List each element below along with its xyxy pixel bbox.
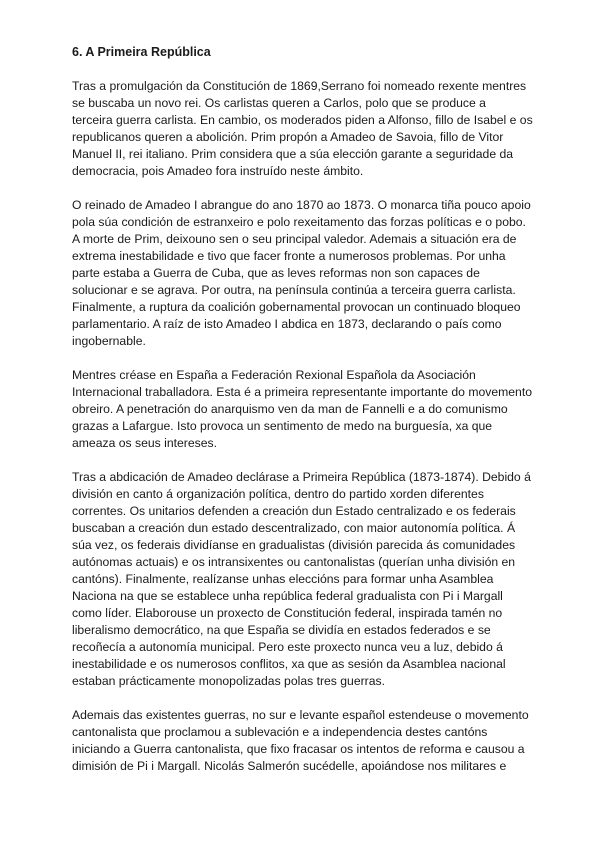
text-line: Tras a abdicación de Amadeo declárase a Primeira República (1873-1874). Debido á <box>72 470 531 484</box>
text-line: Ademais das existentes guerras, no sur e levante español estendeuse o movemento <box>72 708 529 722</box>
paragraph-workers-federation <box>72 367 532 452</box>
text-line: Finalmente, a ruptura da coalición gobernamental provocan un continuado bloqueo <box>72 300 521 314</box>
text-line: buscaban a creación dun estado descentralizado, con maior autonomía política. Á <box>72 521 516 535</box>
text-line: estaban prácticamente monopolizadas polas tres guerras. <box>72 674 385 688</box>
text-line: grazas a Lafargue. Isto provoca un sentimento de medo na burguesía, xa que <box>72 419 493 433</box>
text-line: terceira guerra carlista. En cambio, os moderados piden a Alfonso, fillo de Isabel e os <box>72 113 533 127</box>
paragraph-amadeo-reign <box>72 197 532 350</box>
text-line: parlamentario. A raíz de isto Amadeo I abdica en 1873, declarando o país como <box>72 317 502 331</box>
text-line: Internacional traballadora. Esta é a primeira representante importante do movemento <box>72 385 532 399</box>
paragraph-first-republic <box>72 469 532 690</box>
text-line: autónomas actuais) e os intransixentes ou cantonalistas (querían unha división en <box>72 555 516 569</box>
text-line: A morte de Prim, deixouno sen o seu principal valedor. Ademais a situación era de <box>72 232 517 246</box>
section-heading: 6. A Primeira República <box>72 45 211 59</box>
text-line: republicanos queren a abolición. Prim propón a Amadeo de Savoia, fillo de Vitor <box>72 130 504 144</box>
text-line: ameaza os seus intereses. <box>72 436 217 450</box>
text-line: democracia, pois Amadeo fora instruído neste ámbito. <box>72 164 364 178</box>
text-line: Mentres créase en España a Federación Rexional Española da Asociación <box>72 368 476 382</box>
text-line: cantonalista que proclamou a sublevación e a independencia destes cantóns <box>72 725 488 739</box>
text-line: súa vez, os federais dividíanse en gradualistas (división parecida ás comunidades <box>72 538 516 552</box>
paragraph-constitution <box>72 78 532 180</box>
text-line: división en canto á organización política, dentro do partido xorden diferentes <box>72 487 484 501</box>
text-line: O reinado de Amadeo I abrangue do ano 1870 ao 1873. O monarca tiña pouco apoio <box>72 198 531 212</box>
text-line: Naciona na que se establece unha república federal gradualista con Pi i Margall <box>72 589 503 603</box>
text-line: se buscaba un novo rei. Os carlistas queren a Carlos, polo que se produce a <box>72 96 486 110</box>
text-line: liberalismo democrático, na que España se dividía en estados federados e se <box>72 623 491 637</box>
text-line: cantóns). Finalmente, realízanse unhas eleccións para formar unha Asamblea <box>72 572 494 586</box>
text-line: ingobernable. <box>72 334 146 348</box>
text-line: dimisión de Pi i Margall. Nicolás Salmerón sucédelle, apoiándose nos militares e <box>72 759 507 773</box>
text-line: pola súa condición de estranxeiro e polo rexeitamento das forzas políticas e o pobo. <box>72 215 526 229</box>
text-line: como líder. Elaborouse un proxecto de Constitución federal, inspirada tamén no <box>72 606 503 620</box>
text-line: inestabilidade e os numerosos conflitos, xa que as sesión da Asamblea nacional <box>72 657 506 671</box>
text-line: solucionar e se agrava. Por outra, na península continúa a terceira guerra carlista. <box>72 283 516 297</box>
paragraph-cantonalist-war <box>72 707 532 775</box>
text-line: extrema inestabilidade e tivo que facer fronte a numerosos problemas. Por unha <box>72 249 506 263</box>
text-line: correntes. Os unitarios defenden a creación dun Estado centralizado e os federais <box>72 504 516 518</box>
document-page <box>72 44 532 792</box>
text-line: Tras a promulgación da Constitución de 1869,Serrano foi nomeado rexente mentres <box>72 79 527 93</box>
text-line: obreiro. A penetración do anarquismo ven da man de Fannelli e a do comunismo <box>72 402 508 416</box>
text-line: Manuel II, rei italiano. Prim considera que a súa elección garante a seguridade da <box>72 147 514 161</box>
text-line: parte estaba a Guerra de Cuba, que as leves reformas non son capaces de <box>72 266 480 280</box>
text-line: iniciando a Guerra cantonalista, que fixo fracasar os intentos de reforma e causou a <box>72 742 525 756</box>
text-line: recoñecía a autonomía municipal. Pero este proxecto nunca veu a luz, debido á <box>72 640 503 654</box>
